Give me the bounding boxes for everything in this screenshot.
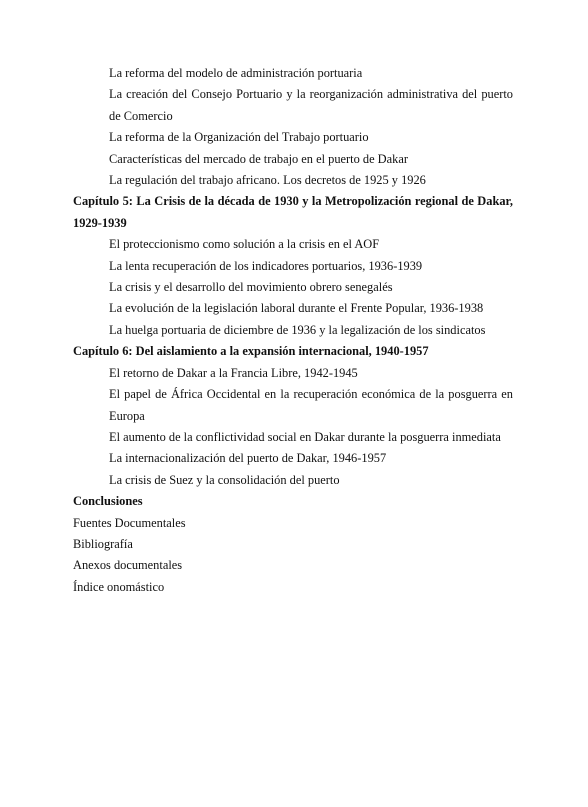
table-of-contents xyxy=(73,63,513,598)
toc-entry: La regulación del trabajo africano. Los decretos de 1925 y 1926 xyxy=(109,173,426,188)
toc-entry: La reforma del modelo de administración portuaria xyxy=(109,66,363,80)
toc-entry-line: Europa xyxy=(109,408,145,423)
toc-entry: La evolución de la legislación laboral durante el Frente Popular, 1936-1938 xyxy=(109,301,484,316)
toc-entry-line: de Comercio xyxy=(109,108,173,123)
toc-entry: La internacionalización del puerto de Dakar, 1946-1957 xyxy=(109,451,387,466)
chapter-heading-5 xyxy=(73,191,513,234)
chapter-heading-6: Capítulo 6: Del aislamiento a la expansión internacional, 1940-1957 xyxy=(73,344,429,359)
back-matter-entry: Anexos documentales xyxy=(73,558,183,573)
toc-entry: La lenta recuperación de los indicadores portuarios, 1936-1939 xyxy=(109,258,423,273)
chapter-heading-line: Capítulo 5: La Crisis de la década de 1930 y la Metropolización regional de Dakar, xyxy=(73,194,513,209)
back-matter-entry: Fuentes Documentales xyxy=(73,515,186,530)
back-matter-entry: Bibliografía xyxy=(73,536,133,551)
toc-entry: La reforma de la Organización del Trabajo portuario xyxy=(109,130,369,145)
toc-entry: La crisis y el desarrollo del movimiento obrero senegalés xyxy=(109,280,393,295)
toc-entry: La crisis de Suez y la consolidación del puerto xyxy=(109,472,340,487)
toc-entry-multiline xyxy=(73,84,513,127)
toc-entry: El aumento de la conflictividad social en Dakar durante la posguerra inmediata xyxy=(109,429,501,444)
toc-entry: El retorno de Dakar a la Francia Libre, 1942-1945 xyxy=(109,365,358,380)
conclusions-heading: Conclusiones xyxy=(73,494,143,509)
toc-entry-multiline xyxy=(73,384,513,427)
toc-entry: Características del mercado de trabajo en el puerto de Dakar xyxy=(109,151,408,166)
back-matter-entry: Índice onomástico xyxy=(73,579,165,594)
toc-entry-line: La creación del Consejo Portuario y la reorganización administrativa del puerto xyxy=(109,87,513,102)
toc-entry-line: El papel de África Occidental en la recuperación económica de la posguerra en xyxy=(109,387,513,402)
toc-entry: El proteccionismo como solución a la crisis en el AOF xyxy=(109,237,380,252)
chapter-heading-line: 1929-1939 xyxy=(73,215,127,230)
toc-entry: La huelga portuaria de diciembre de 1936 y la legalización de los sindicatos xyxy=(109,322,486,337)
